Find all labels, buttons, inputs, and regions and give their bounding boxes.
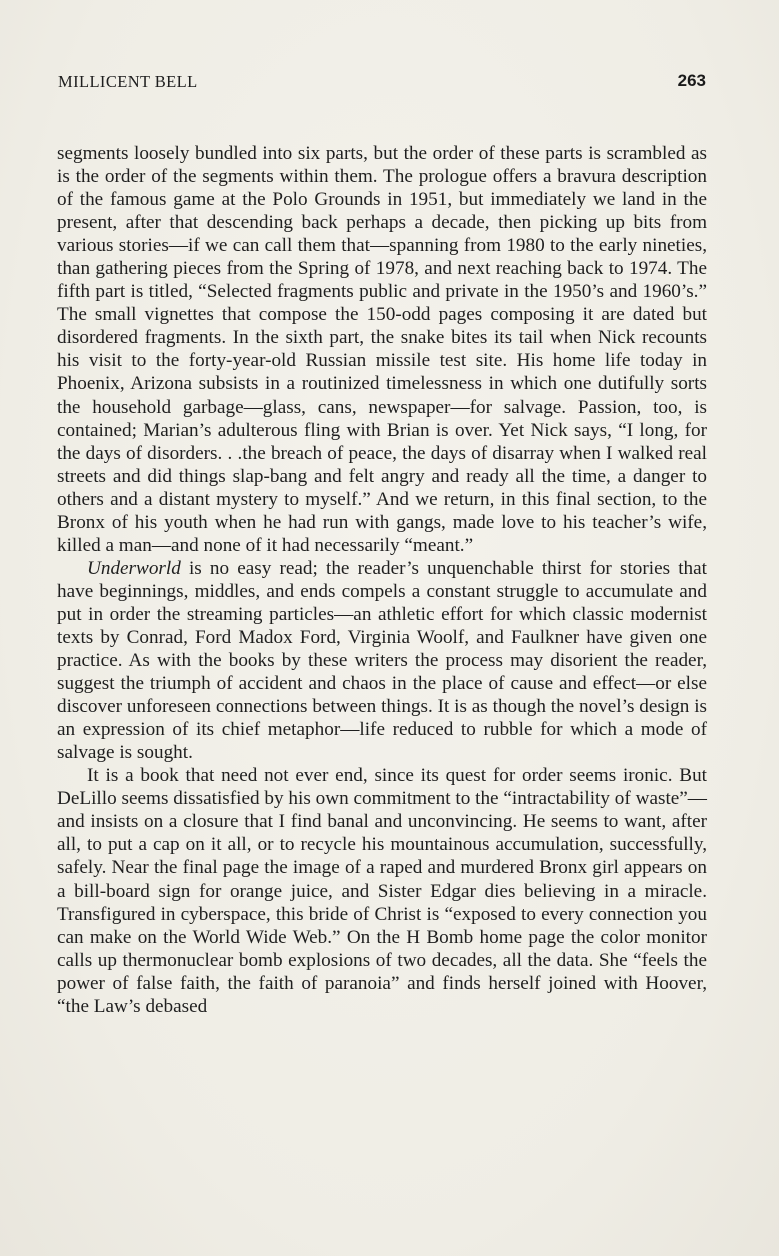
body-text	[57, 142, 707, 1018]
paragraph-text: is no easy read; the reader’s unquenchable thirst for stories that have beginnings, middles, and ends compels a constant struggle to accumulate and put in order the streaming particles—an athletic effort for which classic modernist texts by Conrad, Ford Madox Ford, Virginia Woolf, and Faulkner have given one practice. As with the books by these writers the process may disorient the reader, suggest the triumph of accident and chaos in the place of cause and effect—or else discover unforeseen connections between things. It is as though the novel’s design is an expression of its chief metaphor—life reduced to rubble for which a mode of salvage is sought.	[57, 557, 707, 764]
page-header	[58, 72, 706, 94]
page-number: 263	[677, 71, 706, 90]
book-title-italic: Underworld	[87, 557, 181, 579]
paragraph-underworld	[57, 557, 707, 764]
paragraph-continuation: segments loosely bundled into six parts, but the order of these parts is scrambled as is the order of the segments within them. The prologue offers a bravura description of the famous game at the Polo Grounds in 1951, but immediately we land in the present, after that descending back perhaps a decade, then picking up bits from various stories—if we can call them that—spanning from 1980 to the early nineties, than gathering pieces from the Spring of 1978, and next reaching back to 1974. The fifth part is titled, “Selected fragments public and private in the 1950’s and 1960’s.” The small vignettes that compose the 150-odd pages composing it are dated but disordered fragments. In the sixth part, the snake bites its tail when Nick recounts his visit to the forty-year-old Russian missile test site. His home life today in Phoenix, Arizona subsists in a routinized timelessness in which one dutifully sorts the household garbage—glass, cans, newspaper—for salvage. Passion, too, is contained; Marian’s adulterous fling with Brian is over. Yet Nick says, “I long, for the days of disorders. . .the breach of peace, the days of disarray when I walked real streets and did things slap-bang and felt angry and ready all the time, a danger to others and a distant mystery to myself.” And we return, in this final section, to the Bronx of his youth when he had run with gangs, made love to his teacher’s wife, killed a man—and none of it had necessarily “meant.”	[57, 143, 707, 556]
running-head: MILLICENT BELL	[58, 72, 198, 91]
paragraph-closure: It is a book that need not ever end, since its quest for order seems ironic. But DeLillo seems dissatisfied by his own commitment to the “intractability of waste”—and insists on a closure that I find banal and unconvincing. He seems to want, after all, to put a cap on it all, or to recycle his mountainous accumulation, successfully, safely. Near the final page the image of a raped and murdered Bronx girl appears on a bill-board sign for orange juice, and Sister Edgar dies believing in a miracle. Transfigured in cyberspace, this bride of Christ is “exposed to every connection you can make on the World Wide Web.” On the H Bomb home page the color monitor calls up thermonuclear bomb explosions of two decades, all the data. She “feels the power of false faith, the faith of paranoia” and finds herself joined with Hoover, “the Law’s debased	[57, 765, 707, 1017]
